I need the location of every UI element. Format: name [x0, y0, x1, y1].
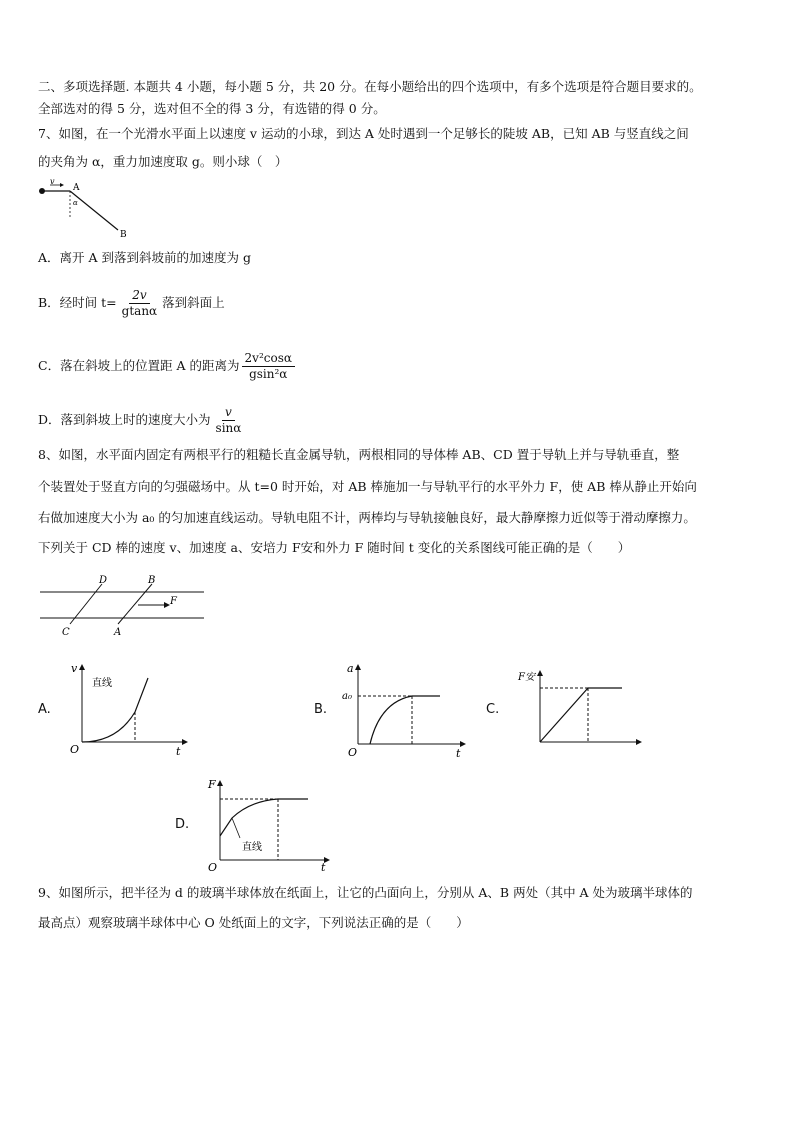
q8-fig-B: B: [148, 575, 156, 586]
q7-option-b: [38, 285, 760, 321]
q7-slope-figure: [36, 178, 146, 240]
graph-a-label: A.: [38, 702, 51, 717]
q8-stem-line1: 8、如图，水平面内固定有两根平行的粗糙长直金属导轨，两根相同的导体棒 AB、CD 置于导轨上并与导轨垂直，整: [38, 447, 680, 462]
q7-option-b-num: 2v: [129, 288, 149, 304]
q7-option-d-pre: D．落到斜坡上时的速度大小为: [38, 412, 211, 427]
graph-d-label: D.: [175, 817, 190, 832]
graph-b-x: t: [456, 747, 461, 760]
q8-fig-C: C: [62, 627, 70, 638]
q7-option-d-num: v: [222, 405, 235, 421]
q7-option-b-pre: B．经时间 t=: [38, 295, 117, 310]
q7-option-b-fraction: [119, 288, 161, 319]
graph-b: [340, 660, 470, 760]
graph-a-x: t: [176, 745, 181, 758]
q8-stem-line3: 右做加速度大小为 a₀ 的匀加速直线运动。导轨电阻不计，两棒均与导轨接触良好，最大静摩擦力近似等于滑动摩擦力。: [38, 510, 696, 525]
graph-a-note: 直线: [92, 678, 112, 689]
q8-fig-D: D: [99, 575, 108, 586]
q7-option-d: [38, 402, 760, 438]
section-header-line1: 二、多项选择题. 本题共 4 小题，每小题 5 分，共 20 分。在每小题给出的四个选项中，有多个选项是符合题目要求的。: [38, 79, 702, 94]
q7-option-a: A．离开 A 到落到斜坡前的加速度为 g: [38, 250, 251, 265]
q9-stem-line1: 9、如图所示，把半径为 d 的玻璃半球体放在纸面上，让它的凸面向上，分别从 A、B 两处（其中 A 处为玻璃半球体的: [38, 885, 693, 900]
q7-option-b-post: 落到斜面上: [162, 295, 225, 310]
graph-d-note: 直线: [242, 842, 262, 853]
graph-c-label: C.: [486, 702, 500, 717]
graph-b-curve: [370, 696, 440, 744]
q7-option-b-den: gtanα: [121, 304, 158, 318]
q7-stem-line2: 的夹角为 α，重力加速度取 g。则小球（ ）: [38, 154, 288, 169]
q7-option-d-fraction: [213, 405, 245, 436]
graph-d-y: F: [208, 778, 216, 791]
q8-fig-F: F: [170, 596, 177, 607]
q7-option-c-pre: C．落在斜坡上的位置距 A 的距离为: [38, 358, 240, 373]
q9-stem-line2: 最高点）观察玻璃半球体中心 O 处纸面上的文字，下列说法正确的是（ ）: [38, 915, 469, 930]
graph-a-y: v: [71, 662, 78, 675]
q8-rails-figure: [36, 574, 208, 640]
q8-stem-line2: 个装置处于竖直方向的匀强磁场中。从 t=0 时开始，对 AB 棒施加一与导轨平行的水平外力 F，使 AB 棒从静止开始向: [38, 479, 697, 494]
q7-option-d-den: sinα: [215, 421, 242, 435]
graph-b-y: a: [347, 662, 354, 675]
q7-fig-v: v: [50, 178, 55, 186]
q8-fig-A: A: [114, 627, 122, 638]
graph-d-x: t: [321, 861, 326, 874]
q7-fig-alpha: α: [73, 199, 78, 207]
graph-d: [200, 774, 340, 874]
graph-d-origin: O: [208, 861, 218, 874]
q7-option-c: [38, 348, 760, 384]
q7-option-c-fraction: [242, 351, 295, 382]
q7-fig-A: A: [73, 183, 80, 193]
q7-option-c-den: gsin²α: [249, 367, 288, 381]
section-header-line2: 全部选对的得 5 分，选对但不全的得 3 分，有选错的得 0 分。: [38, 101, 386, 116]
q7-option-c-num: 2v²cosα: [242, 351, 295, 367]
graph-a-origin: O: [70, 743, 80, 756]
q7-stem-line1: 7、如图，在一个光滑水平面上以速度 v 运动的小球，到达 A 处时遇到一个足够长的陡坡 AB，已知 AB 与竖直线之间: [38, 126, 689, 141]
graph-c-y: F安: [518, 672, 535, 683]
graph-c: [510, 664, 646, 760]
q8-stem-line4: 下列关于 CD 棒的速度 v、加速度 a、安培力 F安和外力 F 随时间 t 变化的关系图线可能正确的是（ ）: [38, 540, 631, 555]
graph-d-curve: [220, 799, 308, 836]
q7-fig-B: B: [120, 230, 127, 240]
graph-c-line: [540, 688, 622, 742]
graph-b-y0: a₀: [342, 691, 352, 702]
graph-b-origin: O: [348, 746, 358, 759]
graph-b-label: B.: [314, 702, 328, 717]
graph-a: [62, 660, 192, 760]
